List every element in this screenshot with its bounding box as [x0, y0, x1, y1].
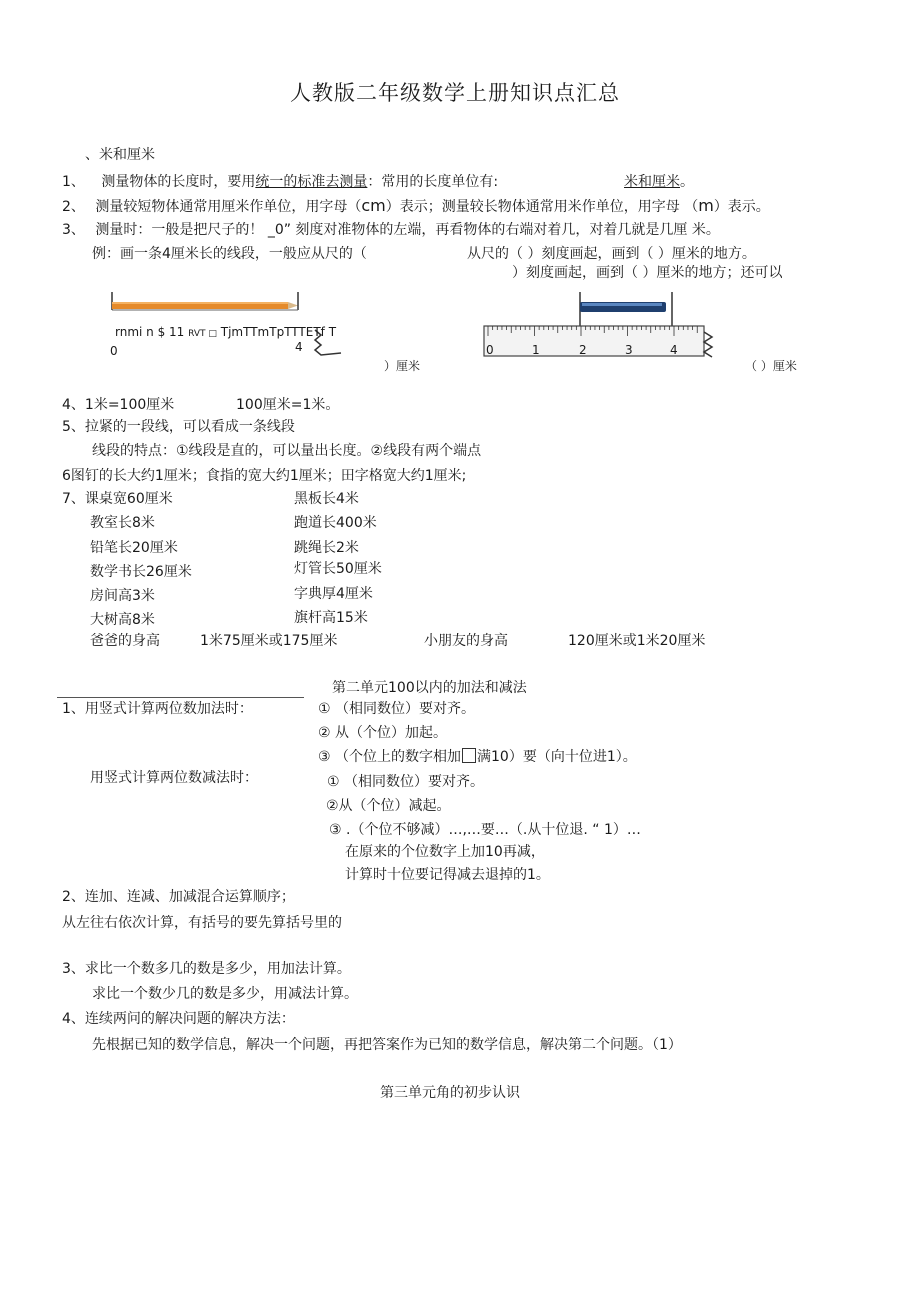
item7-last-a: 爸爸的身高 — [90, 633, 160, 649]
add-step-3a: ③ （个位上的数字相加 — [318, 749, 462, 765]
item-number: 7、 — [62, 491, 85, 507]
ruler-tick-label: 2 — [579, 343, 587, 357]
unit2-item2b: 从左往右依次计算，有括号的要先算括号里的 — [62, 915, 342, 931]
item7-left: 教室长8米 — [90, 515, 155, 531]
sub-label: 用竖式计算两位数减法时： — [90, 770, 258, 786]
ruler-tick-label: 1 — [532, 343, 540, 357]
sub-step: 计算时十位要记得减去退掉的1。 — [345, 867, 550, 883]
item4-b: 100厘米=1米 — [236, 397, 326, 413]
ruler-tick-label: 3 — [625, 343, 633, 357]
item7-left: 房间高3米 — [90, 588, 155, 604]
unit2-item3: 3、求比一个数多几的数是多少，用加法计算。 — [62, 961, 351, 977]
item4-b-wrap — [236, 396, 339, 414]
example-left: 例：画一条4厘米长的线段，一般应从尺的（ — [92, 246, 367, 262]
ruler-garble-a: rnmi n $ 11 — [115, 325, 185, 339]
unit2-item4: 4、连续两问的解决问题的解决方法： — [62, 1011, 295, 1027]
item7-left: 铅笔长20厘米 — [90, 540, 178, 556]
add-step-3 — [318, 748, 637, 766]
item1-answer-text: 米和厘米 — [624, 174, 680, 190]
item4-end: 。 — [325, 397, 340, 413]
unit1-item3 — [62, 221, 720, 239]
ruler-ticks — [482, 288, 732, 368]
item7-right: 黑板长4米 — [294, 491, 359, 507]
ruler-break-mark — [700, 330, 730, 370]
item2-text-b: ）表示；测量较长物体通常用米作单位，用字母 （ — [385, 199, 699, 215]
item7-right: 跳绳长2米 — [294, 540, 359, 556]
item1-text-b: ：常用的长度单位有: — [367, 174, 499, 190]
item7-right: 跑道长400米 — [294, 515, 377, 531]
add-step: ① （相同数位）要对齐。 — [318, 701, 476, 717]
unit2-heading: 第二单元100以内的加法和减法 — [332, 680, 527, 696]
unit1-heading: 、米和厘米 — [85, 147, 155, 163]
unit1-item5 — [62, 418, 295, 436]
example-line2: ）刻度画起，画到（ ）厘米的地方；还可以 — [512, 265, 783, 281]
item1-underlined: 统一的标准去测量 — [255, 174, 368, 190]
item2-cm: cm — [361, 196, 386, 215]
item7-right: 旗杆高15米 — [294, 610, 368, 626]
section-divider — [57, 697, 304, 698]
sub-step: ②从（个位）减起。 — [326, 798, 451, 814]
ruler-four-label: 4 — [295, 340, 303, 354]
item1-end: 。 — [680, 174, 694, 190]
unit2-item4b: 先根据已知的数学信息，解决一个问题，再把答案作为已知的数学信息，解决第二个问题。（1） — [92, 1037, 682, 1053]
item-number: 5、 — [62, 419, 85, 435]
item7-right: 灯管长50厘米 — [294, 561, 382, 577]
ruler-garbled-text — [115, 323, 336, 343]
item7-left: 课桌宽60厘米 — [84, 491, 173, 507]
item2-text-c: ）表示。 — [713, 199, 770, 215]
item-number: 2、 — [62, 199, 85, 215]
blank-box — [462, 748, 476, 763]
item1-text-a: 测量物体的长度时，要用 — [101, 174, 256, 190]
item7-left: 大树高8米 — [90, 612, 155, 628]
item7-left: 数学书长26厘米 — [90, 564, 192, 580]
ruler-garble-b: RVT □ — [188, 329, 217, 339]
sub-step: 在原来的个位数字上加10再减， — [345, 844, 545, 860]
ruler-garble-c: TjmTTmTpTTTETf T — [220, 325, 337, 339]
example-right: 从尺的（ ）刻度画起，画到（ ）厘米的地方。 — [467, 246, 756, 262]
item2-text-a: 测量较短物体通常用厘米作单位，用字母（ — [95, 199, 362, 215]
ruler-left-unit: ）厘米 — [384, 359, 421, 373]
item5-text: 拉紧的一段线，可以看成一条线段 — [84, 419, 295, 435]
item7-last-d: 120厘米或1米20厘米 — [568, 633, 706, 649]
add-label: 1、用竖式计算两位数加法时： — [62, 701, 253, 717]
unit2-item3b: 求比一个数少几的数是多少，用减法计算。 — [92, 986, 358, 1002]
item-number: 1、 — [62, 174, 85, 190]
unit1-item1 — [62, 173, 498, 191]
item7-last-c: 小朋友的身高 — [424, 633, 508, 649]
ruler-zero-label: 0 — [110, 344, 118, 358]
add-step: ② 从（个位）加起。 — [318, 725, 448, 741]
unit1-item6: 6图钉的长大约1厘米；食指的宽大约1厘米；田字格宽大约1厘米; — [62, 468, 467, 484]
item-number: 4、 — [62, 397, 85, 413]
unit1-item4 — [62, 396, 174, 414]
item7-right: 字典厚4厘米 — [294, 586, 373, 602]
ruler-tick-label: 0 — [486, 343, 494, 357]
ruler-tick-label: 4 — [670, 343, 678, 357]
add-step-3b: 满10）要（向十位进1）。 — [477, 749, 637, 765]
item-number: 3、 — [62, 222, 85, 238]
item7-last-b: 1米75厘米或175厘米 — [200, 633, 338, 649]
ruler-right-unit: （ ）厘米 — [745, 359, 797, 373]
page-title: 人教版二年级数学上册知识点汇总 — [290, 81, 620, 105]
unit2-item2: 2、连加、连减、加减混合运算顺序； — [62, 889, 295, 905]
item4-a: 1米=100厘米 — [84, 397, 175, 413]
item3-text: 测量时：一般是把尺子的！ _0” 刻度对准物体的左端，再看物体的右端对着几，对着几就是几厘 米。 — [95, 222, 720, 238]
item1-answer — [624, 173, 694, 191]
segment-feature: 线段的特点：①线段是直的，可以量出长度。②线段有两个端点 — [92, 443, 482, 459]
unit3-heading: 第三单元角的初步认识 — [380, 1085, 520, 1101]
item7-row — [62, 490, 173, 508]
item2-m: m — [698, 196, 714, 215]
sub-step: ③ .（个位不够减）…,…要…（.从十位退. “ 1）… — [329, 822, 641, 838]
unit1-item2 — [62, 197, 770, 216]
sub-step: ① （相同数位）要对齐。 — [327, 774, 485, 790]
